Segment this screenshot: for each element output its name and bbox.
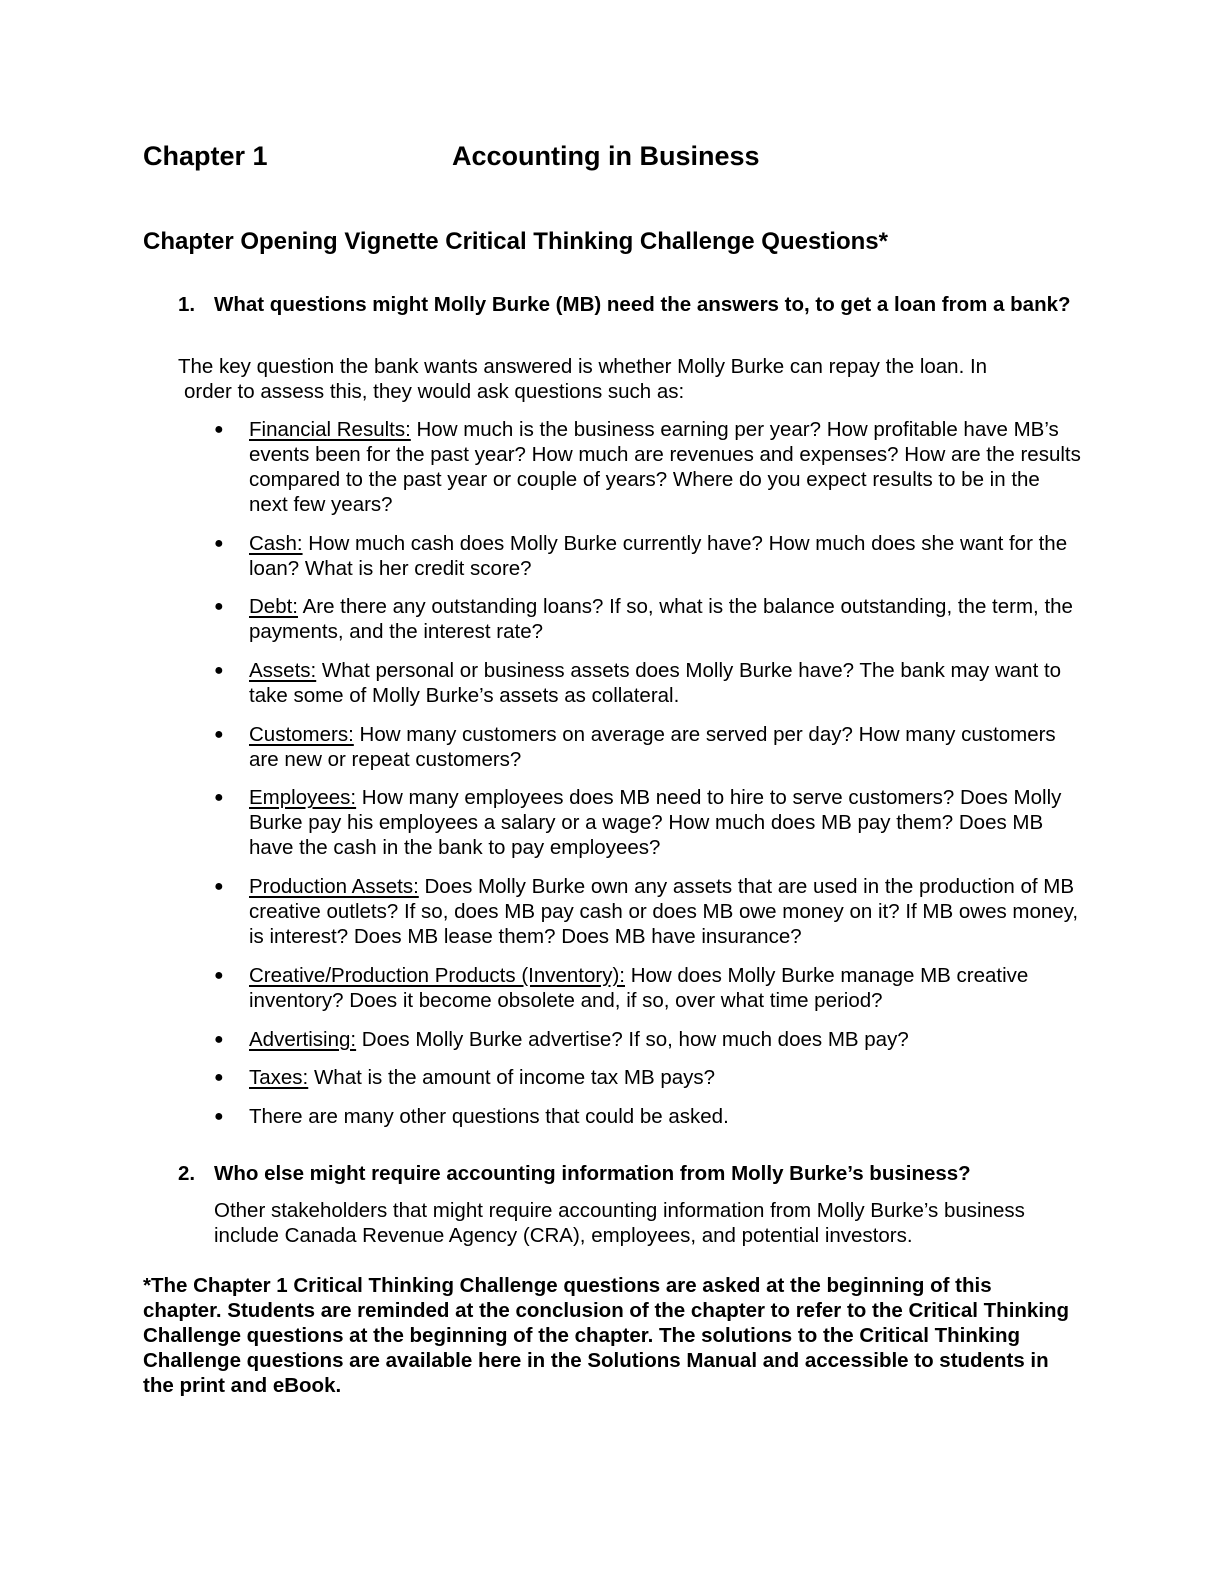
question-1-bullet-list (212, 417, 1082, 1143)
bullet-text: Does Molly Burke own any assets that are used in the production of MB creative outlets? If so, does MB pay cash or does MB owe money on it? If MB owes money, is interest? Does MB lease them? Does MB have insurance? (249, 875, 1079, 949)
bullet-item-production-assets (212, 874, 1082, 949)
question-2-number: 2. (178, 1162, 196, 1185)
bullet-item-assets (212, 658, 1082, 708)
bullet-text: What is the amount of income tax MB pays? (308, 1066, 716, 1090)
question-1-intro-line-2: order to assess this, they would ask questions such as: (184, 380, 685, 403)
question-1-intro-line-1: The key question the bank wants answered is whether Molly Burke can repay the loan. In (178, 355, 988, 378)
bullet-term: Debt: (249, 595, 298, 619)
bullet-icon: ● (214, 966, 224, 984)
bullet-text: How many employees does MB need to hire to serve customers? Does Molly Burke pay his employees a salary or a wage? How much does MB pay them? Does MB have the cash in the bank to pay employees? (249, 786, 1062, 860)
section-title: Chapter Opening Vignette Critical Thinking Challenge Questions* (143, 228, 888, 255)
bullet-item-inventory (212, 963, 1082, 1013)
bullet-item-other (212, 1104, 1082, 1129)
footnote: *The Chapter 1 Critical Thinking Challenge questions are asked at the beginning of this chapter. Students are reminded at the conclusion of the chapter to refer to the Critical Thinking Challenge questions at the beginning of the chapter. The solutions to the Critical Thinking Challenge questions are available here in the Solutions Manual and accessible to students in the print and eBook. (143, 1274, 1070, 1397)
bullet-item-taxes (212, 1065, 1082, 1090)
chapter-label: Chapter 1 (143, 141, 268, 171)
bullet-term: Advertising: (249, 1027, 357, 1051)
question-1-text: What questions might Molly Burke (MB) need the answers to, to get a loan from a bank? (214, 293, 1071, 316)
bullet-item-advertising (212, 1027, 1082, 1052)
bullet-text: Are there any outstanding loans? If so, what is the balance outstanding, the term, the payments, and the interest rate? (249, 595, 1073, 644)
bullet-text: How does Molly Burke manage MB creative inventory? Does it become obsolete and, if so, over what time period? (249, 963, 1029, 1012)
bullet-text: There are many other questions that could be asked. (249, 1104, 729, 1128)
bullet-text: How many customers on average are served per day? How many customers are new or repeat customers? (249, 722, 1056, 771)
question-2 (178, 1161, 1078, 1186)
bullet-item-employees (212, 785, 1082, 860)
bullet-item-cash (212, 531, 1082, 581)
question-2-answer: Other stakeholders that might require accounting information from Molly Burke’s business include Canada Revenue Agency (CRA), employees, and potential investors. (214, 1199, 1025, 1247)
bullet-term: Customers: (249, 722, 354, 746)
chapter-title: Accounting in Business (452, 141, 760, 171)
bullet-item-debt (212, 594, 1082, 644)
bullet-icon: ● (214, 789, 224, 807)
bullet-icon: ● (214, 1030, 224, 1048)
bullet-term: Cash: (249, 531, 303, 555)
bullet-icon: ● (214, 725, 224, 743)
bullet-term: Production Assets: (249, 875, 419, 899)
bullet-item-financial-results (212, 417, 1082, 517)
bullet-item-customers (212, 722, 1082, 772)
bullet-term: Creative/Production Products (Inventory): (249, 963, 625, 987)
question-1-number: 1. (178, 293, 196, 316)
question-1 (178, 292, 1078, 317)
bullet-term: Employees: (249, 786, 357, 810)
bullet-icon: ● (214, 1069, 224, 1087)
bullet-term: Taxes: (249, 1066, 309, 1090)
question-2-text: Who else might require accounting information from Molly Burke’s business? (214, 1162, 971, 1185)
bullet-text: How much cash does Molly Burke currently have? How much does she want for the loan? What is her credit score? (249, 531, 1068, 580)
bullet-text: What personal or business assets does Molly Burke have? The bank may want to take some of Molly Burke’s assets as collateral. (249, 659, 1062, 708)
bullet-icon: ● (214, 878, 224, 896)
bullet-icon: ● (214, 534, 224, 552)
bullet-icon: ● (214, 598, 224, 616)
bullet-text: How much is the business earning per year? How profitable have MB’s events been for the past year? How much are revenues and expenses? How are the results compared to the past year or couple of years? Where do you expect results to be in the next few years? (249, 418, 1081, 516)
bullet-text: Does Molly Burke advertise? If so, how much does MB pay? (356, 1027, 909, 1051)
bullet-icon: ● (214, 421, 224, 438)
chapter-heading (143, 141, 760, 172)
bullet-term: Assets: (249, 659, 317, 683)
bullet-icon: ● (214, 662, 224, 680)
bullet-term: Financial Results: (249, 418, 411, 441)
bullet-icon: ● (214, 1107, 224, 1125)
